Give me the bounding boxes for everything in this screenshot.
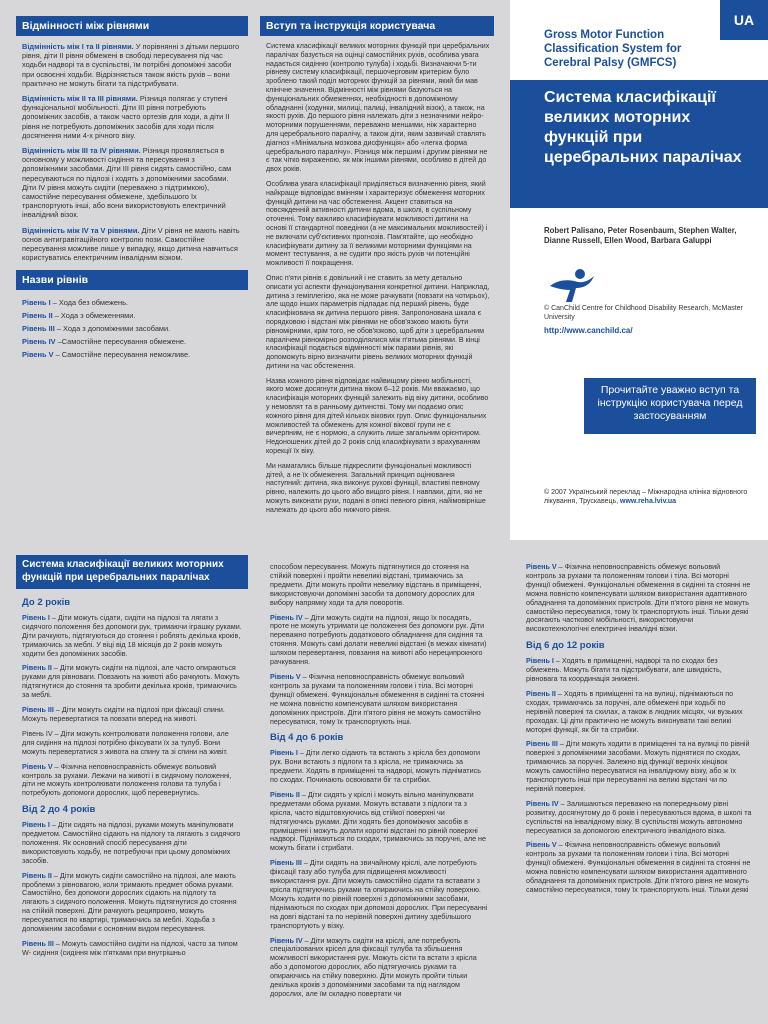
- level-description: – Залишаються переважно на попередньому рівні розвитку, досягнутому до 6 років і пересуваються вдома, в школі та суспільстві на інвалідному візку. В суспільстві можуть автономно пересуватися за допомогою електричного інвалідного візка.: [526, 798, 752, 835]
- level-description: – Діти можуть сидіти на кріслі, але потребують спеціалізованих крісел для фіксації тулуба та збільшення можливості використання рук. Можуть сісти та встати з крісла або з допомогою дорослих, або підтягуючись руками та опираючись на стійку поверхню. Діти можуть пройти тільки декілька кроків з допоміжними засобами та під наглядом дорослих, але їм складно повертати чи: [270, 935, 477, 998]
- level-label: Рівень V: [270, 671, 301, 681]
- paragraph: [526, 657, 752, 684]
- level-description: – Діти легко сідають та встають з крісла без допомоги рук. Вони встають з підлоги та з крісла, не тримаючись за предмети. Ходять в приміщенні та надворі, можуть підніматись по сходах. Починають освоювати біг та стрибки.: [270, 748, 481, 785]
- level-label: Рівень ІІІ: [270, 858, 302, 868]
- canchild-credit: © CanChild Centre for Childhood Disability Research, McMaster University: [544, 305, 743, 321]
- classification-panel-continued: [260, 555, 494, 1024]
- paragraph: [526, 740, 752, 793]
- level-description: – Хода без обмежень.: [50, 298, 129, 308]
- level-description: – Діти можуть сидіти на підлозі, якщо їх посадять, проте не можуть утримати це положення без допомоги рук. Діти переважно потребують додаткового обладнання для сидіння та стояння. Можуть самі долати невеликі відстані (в межах кімнати) шляхом перевертання, повзання на животі або нереципрокного рачкування.: [270, 612, 487, 667]
- authors: Robert Palisano, Peter Rosenbaum, Stephen Walter, Dianne Russell, Ellen Wood, Barbara Galuppi: [544, 226, 737, 245]
- paragraph: [22, 42, 242, 88]
- paragraph: [526, 841, 752, 894]
- level-label: Рівень ІІ: [22, 311, 53, 321]
- level-description: Рівень IV – Діти можуть контролювати положення голови, але для сидіння на підлозі потрібно фіксувати їх за тулуб. Вони можуть перевертатися з живота на спину та зі спини на живіт.: [22, 728, 229, 756]
- level-label: Рівень ІІ: [526, 688, 556, 698]
- level-description: У порівнянні з дітьми першого рівня, діти ІІ рівня обмежені в свободі пересування під час ходьби надворі та в суспільстві, їм потрібні допоміжні засоби при освоєнні ходьби. Відрізняється також якість рухів – вони практично не можуть бігати та підстрибувати.: [22, 42, 240, 88]
- level-description: – Хода з обмеженнями.: [52, 311, 136, 321]
- level-description: Діти V рівня не мають навіть основ антигравітаційного контролю пози. Самостійне пересування можливе лише у випадку, якщо дитина навчиться користуватись електричним інвалідним візком.: [22, 225, 240, 263]
- level-description: Різниця проявляється в основному у можливості сидіння та пересування з допоміжними засобами. Діти ІІІ рівня сидять самостійно, сам пересуваються по підлозі і ходять з допоміжними засобами. Діти IV рівня можуть сидіти (переважно з підтримкою), самостійне пересування обмежене, здебільшого їх транспортують інші, або вони використовують електричний інвалідний візок.: [22, 146, 232, 220]
- classification-text-3: [520, 555, 756, 895]
- age-group-4-to-6: Від 4 до 6 років: [270, 732, 344, 744]
- level-label: Рівень IV: [526, 798, 559, 808]
- paragraph: Назва кожного рівня відповідає найвищому рівню мобільності, якого може досягнути дитина віком 6–12 років. Ми вважаємо, що класифікація моторних функцій залежить від віку дитини, особливо у немовлят та в ранньому дитинстві. Тому ми подаємо опис кожного рівня для дітей кількох вікових груп. Опис функціональних можливостей та обмежень для кожної вікової групи не є вичерпним, не є нормою, а служить лише загальним орієнтиром. Недоношених дітей до 2 років слід класифікувати з врахуванням корекції їх віку.: [266, 376, 489, 456]
- level-names-heading: Назви рівнів: [16, 270, 248, 290]
- level-description: – Діти можуть ходити в приміщенні та на вулиці по рівній поверхні з допоміжними засобами. Можуть піднятися по сходах, тримаючись за поручні. Залежно від функції верхніх кінцівок можуть самостійно пересуватися на інвалідному візку, або ж їх транспортують інші при пересуванні на великі відстані чи по нерівній поверхні.: [526, 739, 750, 793]
- level-label: Рівень І: [270, 748, 298, 758]
- paragraph: [270, 859, 490, 930]
- paragraph: Ми намагались більше підкреслити функціональні можливості дітей, а не їх обмеження. Загальний принцип оцінювання наступний: дитина, яка виконує рухові функції, властиві певному рівню, належить до цього або вищого рівня. І навпаки, діти, які не можуть виконати рухи, подані в описі певного рівня, найімовірніше належать до цього або нижчого рівня.: [266, 461, 486, 514]
- level-description: – Хода з допоміжними засобами.: [54, 324, 171, 334]
- level-label: Рівень ІІ: [22, 663, 52, 673]
- level-name-item: [22, 309, 242, 322]
- level-label: Рівень ІІ: [22, 870, 52, 880]
- level-description: – Діти можуть сидіти на підлозі при фіксації спини. Можуть перевертатися та повзати вперед на животі.: [22, 705, 225, 723]
- document-title: Система класифікації великих моторних функцій при церебральних паралічах: [510, 80, 768, 208]
- paragraph: [22, 614, 242, 659]
- level-name-item: [22, 348, 242, 361]
- level-name-item: [22, 335, 242, 348]
- level-label: Рівень ІІ: [270, 789, 300, 799]
- level-label: Рівень V: [526, 562, 557, 571]
- paragraph: [526, 563, 752, 634]
- reha-link[interactable]: www.reha.lviv.ua: [620, 498, 677, 505]
- level-description: – Діти можуть сидіти самостійно на підлозі, але мають проблеми з рівновагою, коли тримають предмет обома руками. Самостійно, без допомоги дорослих сідають на підлогу та лягають з сидячого положення. Можуть підтягнутися до стояння на стійкій поверхні. Діти рачкують реципрокно, можуть пересуватися по квартирі, тримаючись за меблі. Ходьба з допоміжним засобами є основним видом пересування.: [22, 870, 237, 934]
- age-group-under-2: До 2 років: [22, 597, 71, 608]
- level-label: Рівень ІІІ: [526, 739, 558, 749]
- cover-panel: [510, 0, 768, 540]
- age-group-6-to-12: Від 6 до 12 років: [526, 640, 605, 652]
- level-description: – Ходять в приміщенні, надворі та по сходах без обмежень. Можуть бігати та підстрибувати, але швидкість, рівновага та координація знижені.: [526, 656, 722, 683]
- level-label: Рівень IV: [270, 935, 303, 945]
- paragraph: [22, 706, 242, 724]
- intro-panel: [260, 16, 494, 546]
- read-instructions-notice: Прочитайте уважно вступ та інструкцію користувача перед застосуванням: [584, 378, 756, 434]
- differences-text: [16, 36, 248, 262]
- paragraph: Система класифікації великих моторних функцій при церебральних паралічах базується на оцінці самостійних рухів, особлива увага надається сидінню (контролю тулуба) і ходьбі. Визначаючи 5-ти рівневу систему класифікації, першочерговим критерієм було зроблено такий поділ моторних функцій за рівнями, який би мав клінічне значення. Відмінності між рівнями базуються на функціональних обмеженнях, необхідності в допоміжному обладнанні (ходунки, милиці, палиці, інвалідний візок), а також, на якості рухів. До першого рівня належать діти з незначними нейро-моторними порушеннями, переважно меншими, ніж характерно для церебрального паралічу, а також діти, яким зазвичай ставлять діагноз «Мінімальна мозкова дисфункція» або «легка форма церебрального паралічу». Різниця між першим і другим рівнями не є так чітко вираженою, як між іншими рівнями, особливо в дітей до двох років.: [266, 42, 490, 174]
- differences-panel: [16, 16, 248, 546]
- level-label: Рівень IV: [270, 612, 303, 622]
- classification-panel-end: [520, 555, 756, 1024]
- level-description: – Діти можуть сидіти на підлозі, але часто опираються руками для рівноваги. Повзають на животі або рачкують. Можуть підтягнутися до стояння та зробити декілька кроків, тримаючись за меблі.: [22, 663, 240, 700]
- paragraph: способом пересування. Можуть підтягнутися до стояння на стійкій поверхні і пройти невеликі відстані, тримаючись за предмети. Діти можуть пройти невелику відстань в приміщенні, використовуючи допоміжні засоби та допомогу дорослих для вибору напрямку ходи та для поворотів.: [270, 562, 482, 607]
- level-names-list: [16, 290, 248, 361]
- paragraph: [270, 791, 490, 853]
- level-description: – Діти можуть сідати, сидіти на підлозі та лягати з сидячого положення без допомоги рук, тримаючи іграшку руками. Діти рачкують, підтягуються до стояння і роблять декілька кроків, тримаючись за меблі. У віці від 18 місяців до 2 років можуть ходити без допоміжних засобів.: [22, 612, 242, 658]
- level-description: –Самостійне пересування обмежене.: [55, 337, 187, 347]
- canchild-link[interactable]: http://www.canchild.ca/: [544, 326, 633, 335]
- paragraph: [526, 800, 752, 836]
- paragraph: [22, 821, 242, 866]
- level-label: Відмінність між ІІІ та IV рівнями.: [22, 146, 141, 156]
- language-tab: UA: [720, 0, 768, 40]
- canchild-logo-icon: [544, 266, 596, 306]
- paragraph: [270, 673, 490, 726]
- level-label: Відмінність між IV та V рівнями.: [22, 225, 140, 235]
- level-label: Рівень ІІІ: [22, 939, 54, 948]
- paragraph: [22, 94, 242, 140]
- level-description: – Можуть самостійно сидіти на підлозі, часто за типом W- сидіння (сидіння між п'ятками при внутрішньо: [22, 939, 238, 957]
- level-label: Рівень І: [22, 298, 51, 308]
- level-description: – Самостійне пересування неможливе.: [53, 350, 191, 360]
- paragraph: [270, 937, 490, 999]
- classification-text-2: [260, 555, 494, 999]
- age-group-2-to-4: Від 2 до 4 років: [22, 804, 96, 816]
- paragraph: [22, 730, 242, 757]
- level-description: – Фізична неповносправність обмежує вольовий контроль за рухами. Лежачи на животі і в сидячому положенні, діти не можуть контролювати положення голови та тулуба і потребують допомоги дорослих, щоб перевернутись.: [22, 761, 232, 798]
- differences-heading: Відмінності між рівнями: [16, 16, 248, 36]
- level-label: Відмінність між І та ІІ рівнями.: [22, 42, 134, 51]
- intro-text: [260, 36, 494, 515]
- level-description: Різниця полягає у ступені функціональної мобільності. Діти ІІІ рівня потребують допоміжних засобів, а також часто ортезів для ходи, а діти ІІ рівня не потребують допоміжних засобів для ходи після досягнення ними 4-х річного віку.: [22, 94, 230, 140]
- level-label: Рівень V: [22, 761, 53, 771]
- level-description: – Діти сидять у кріслі і можуть вільно маніпулювати предметами обома руками. Можуть вставати з підлоги та з крісла, часто відштовхуючись від стійкої поверхні чи підтягуючись руками. Діти ходять без допоміжних засобів в приміщенні і можуть долати короткі відстані по рівній поверхні надворі. Піднімаються по сходах, тримаючись за поручні, але не можуть бігати і стрибати.: [270, 789, 487, 853]
- level-label: Рівень IV: [22, 337, 56, 347]
- paragraph: Опис п'яти рівнів є довільний і не ставить за мету детально описати усі аспекти функціонування конкретної дитини. Наприклад, дитина з геміплегією, яка не може рачкувати (повзати на чотирьох), але щодо інших параметрів підпадає під перший рівень, буде класифікована як дитина першого рівня. Запропонована шкала є порядковою і відстані між рівнями не обов'язково мають бути рівномірними, крім того, не обов'язково, щоб діти з церебральним паралічем рівномірно розподілялися між п'ятьма рівнями. В кінці класифікації подається відмінності між парами рівнів, які допоможуть вірно визначити рівень великих моторних функцій дитини на час обстеження.: [266, 273, 490, 370]
- level-description: © 2007 Український переклад – Міжнародна клініка відновного лікування, Трускавець,: [544, 489, 748, 505]
- level-description: – Діти сидять на звичайному кріслі, але потребують фіксації тазу або тулуба для підвищення можливості використання рук. Діти можуть самостійно сідати та вставати з крісла підтягуючись руками та опираючись на стійку поверхню. Можуть ходити по рівній поверхні з допоміжними засобами, піднімаються по сходах при допомозі дорослих. При пересуванні на довгі відстані та по нерівній поверхні дитину здебільшого транспортують у візку.: [270, 858, 488, 930]
- classification-heading: Система класифікації великих моторних функцій при церебральних паралічах: [16, 555, 248, 589]
- level-label: Рівень ІІІ: [22, 705, 54, 715]
- classification-panel: [16, 555, 248, 1024]
- level-label: Рівень І: [22, 820, 50, 830]
- level-label: Рівень І: [22, 612, 50, 622]
- paragraph: Особлива увага класифікації приділяється визначенню рівня, який найкраще відповідає вмінням і характеризує обмеження моторних функцій дитини на час обстеження. Акцент ставиться на повсякденній активності дитини вдома, в школі, в суспільному оточенні. Тому важливо класифікувати можливості дитини на основі її стандартної поведінки (а не максимальних можливостей) і не включати суб'єктивних прогнозів. Пам'ятайте, що необхідно класифікувати дитину за її великими моторними функціями на момент тестування, а не судити про якість рухів чи потенційні можливості її покращення.: [266, 179, 488, 268]
- paragraph: [22, 146, 242, 220]
- intro-heading: Вступ та інструкція користувача: [260, 16, 494, 36]
- paragraph: [22, 940, 242, 958]
- paragraph: [22, 872, 242, 934]
- level-label: Рівень ІІІ: [22, 324, 55, 334]
- paragraph: [22, 226, 242, 263]
- level-label: Відмінність між ІІ та ІІІ рівнями.: [22, 94, 138, 104]
- paragraph: [270, 749, 490, 785]
- level-label: Рівень І: [526, 656, 554, 666]
- level-label: Рівень V: [22, 350, 54, 360]
- level-description: – Фізична неповносправність обмежує вольовий контроль за рухами та положенням голови і тіла. Всі моторні функції обмежені. Функціональні обмеження в сидінні та стоянні не можна повністю компенсувати шляхом використання адаптивного обладнання та допоміжних пристроїв. Діти п'ятого рівня не можуть самостійно пересуватися, тому їх транспортують інші. Тільки деякі: [526, 840, 751, 894]
- level-description: – Фізична неповносправність обмежує вольовий контроль за рухами та положенням голови і тіла. Всі моторні функції обмежені. Функціональні обмеження в сидінні та стоянні не можна повністю компенсувати шляхом використання адаптивного обладнання та допоміжних пристроїв. Діти п'ятого рівня не можуть самостійно пересуватися, тому їх транспортують інші. Тільки деякі досягають часткової мобільності, використовуючи високотехнологічні електричні інвалідні візки.: [526, 562, 751, 634]
- level-description: – Діти сидять на підлозі, руками можуть маніпулювати предметом. Самостійно сідають на підлогу та лягають з сидячого положення. Як основний спосіб пересування діти використовують ходьбу, не потребуючи при цьому допоміжних засобів.: [22, 820, 241, 865]
- level-name-item: [22, 296, 242, 309]
- gmfcs-title: Gross Motor Function Classification System for Cerebral Palsy (GMFCS): [544, 29, 682, 69]
- copyright: [544, 488, 756, 506]
- paragraph: [270, 614, 490, 667]
- classification-text: [16, 589, 248, 958]
- level-name-item: [22, 322, 242, 335]
- level-label: Рівень V: [526, 840, 557, 850]
- level-description: – Ходять в приміщенні та на вулиці, піднімаються по сходах, тримаючись за поручні, але обмежені при ходьбі по нерівній поверхні та схилах, а також в людних місцях, чи вузьких проходах. Ці діти практично не можуть виконувати такі великі моторні функції, як біг та стрибки.: [526, 688, 743, 734]
- paragraph: [22, 763, 242, 799]
- paragraph: [526, 690, 752, 735]
- level-description: – Фізична неповносправність обмежує вольовий контроль за рухами та положенням голови і тіла. Всі моторні функції обмежені. Функціональні обмеження в сидінні та стоянні не можна повністю компенсувати шляхом використання допоміжних пристроїв. Діти п'ятого рівня не можуть самостійно пересуватися, тому їх транспортують інші.: [270, 671, 485, 726]
- paragraph: [22, 664, 242, 700]
